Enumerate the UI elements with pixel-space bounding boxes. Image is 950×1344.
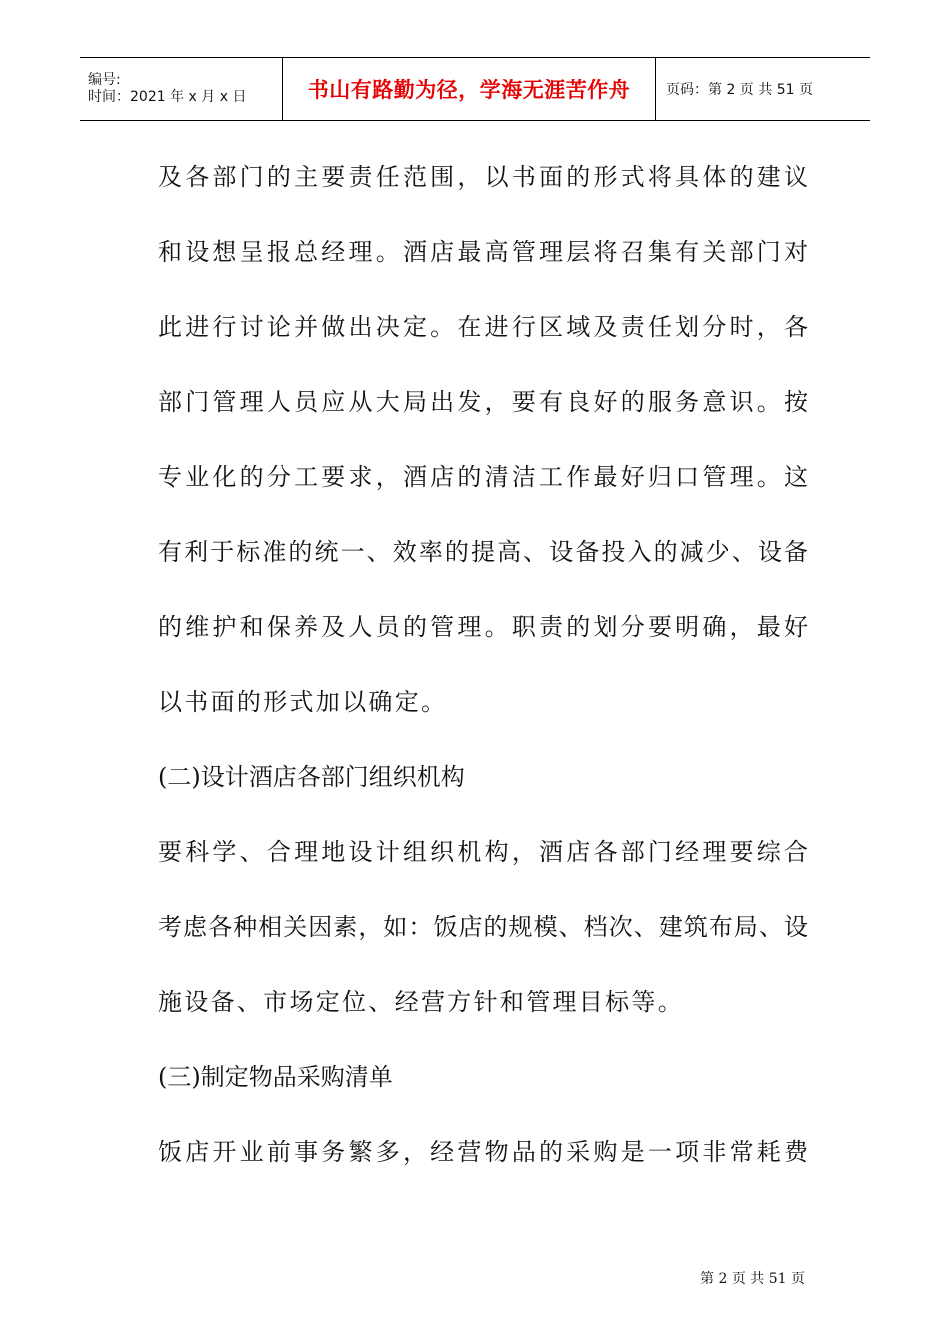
- body-line: 此进行讨论并做出决定。在进行区域及责任划分时，各: [158, 313, 808, 341]
- body-line: 考虑各种相关因素，如：饭店的规模、档次、建筑布局、设: [158, 913, 808, 941]
- page-header: [80, 57, 870, 121]
- body-line: 饭店开业前事务繁多，经营物品的采购是一项非常耗费: [158, 1138, 808, 1166]
- section-heading: (三)制定物品采购清单: [158, 1063, 393, 1091]
- body-line: 以书面的形式加以确定。: [158, 688, 448, 716]
- body-line: 部门管理人员应从大局出发，要有良好的服务意识。按: [158, 388, 808, 416]
- header-page-number: 页码：第 2 页 共 51 页: [666, 82, 813, 98]
- header-page-info: [656, 58, 870, 120]
- header-motto: [282, 58, 656, 120]
- section-heading: (二)设计酒店各部门组织机构: [158, 763, 465, 791]
- body-line: 的维护和保养及人员的管理。职责的划分要明确，最好: [158, 613, 808, 641]
- motto-text: 书山有路勤为径，学海无涯苦作舟: [307, 78, 631, 102]
- header-meta: [80, 58, 282, 120]
- footer-page-number: 第 2 页 共 51 页: [700, 1271, 805, 1287]
- document-number-label: 编号:: [88, 72, 121, 88]
- body-line: 和设想呈报总经理。酒店最高管理层将召集有关部门对: [158, 238, 808, 266]
- body-line: 及各部门的主要责任范围，以书面的形式将具体的建议: [158, 163, 808, 191]
- body-line: 要科学、合理地设计组织机构，酒店各部门经理要综合: [158, 838, 808, 866]
- body-line: 有利于标准的统一、效率的提高、设备投入的减少、设备: [158, 538, 808, 566]
- document-body: [158, 140, 808, 1190]
- page-footer: [700, 1268, 805, 1288]
- body-line: 施设备、市场定位、经营方针和管理目标等。: [158, 988, 684, 1016]
- document-date: 时间：2021 年 x 月 x 日: [88, 89, 247, 105]
- body-line: 专业化的分工要求，酒店的清洁工作最好归口管理。这: [158, 463, 808, 491]
